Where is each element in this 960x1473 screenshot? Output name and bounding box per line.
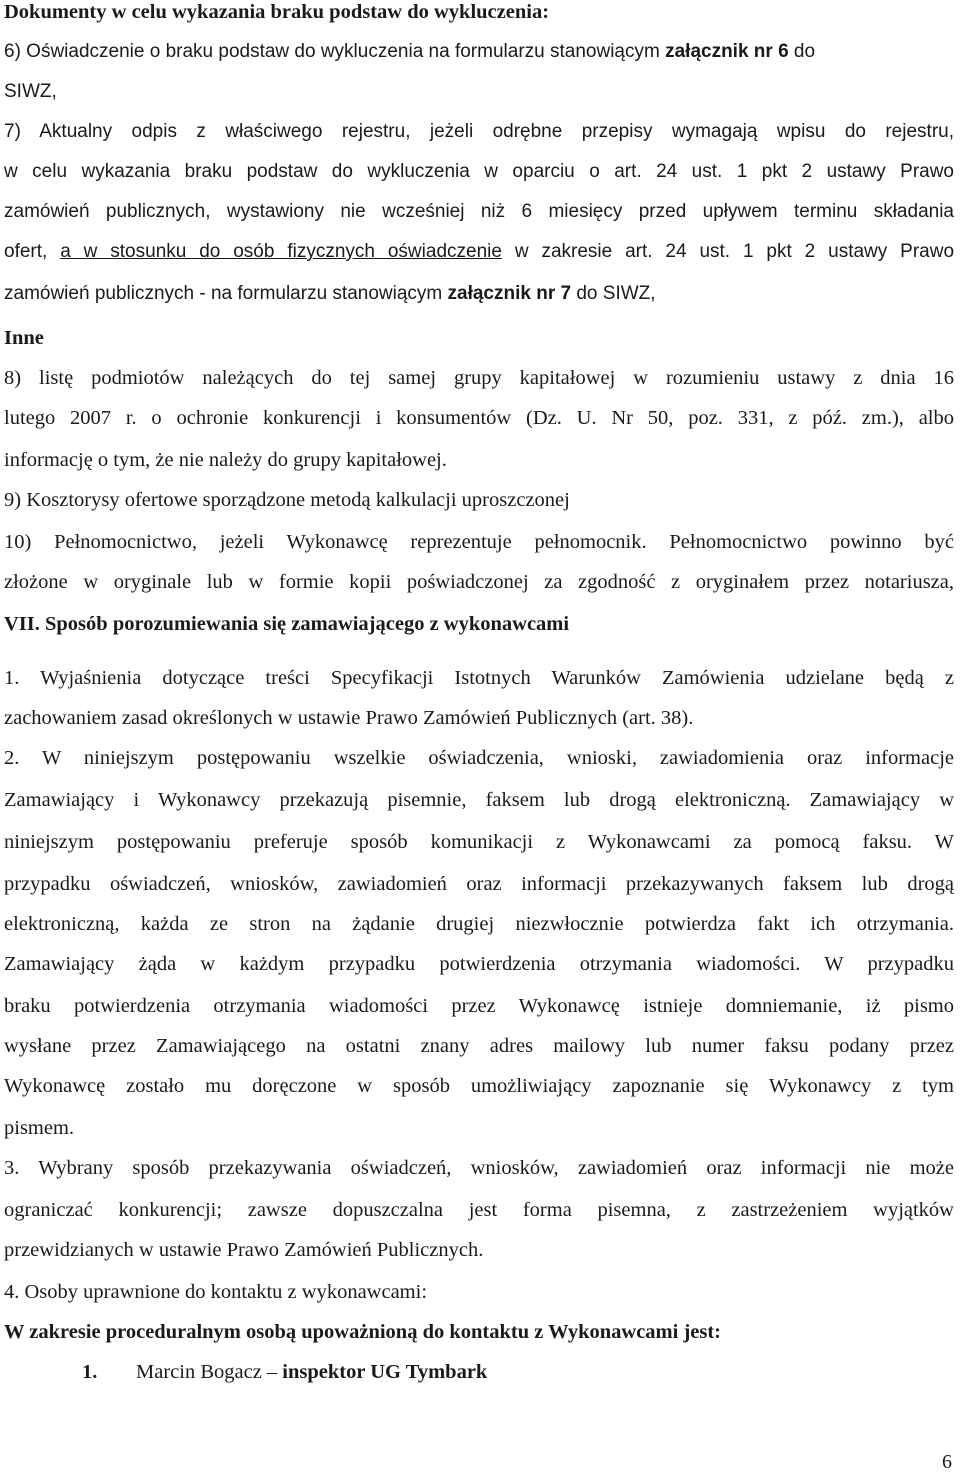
contact-number: 1. — [82, 1361, 98, 1383]
item-7-line-2: w celu wykazania braku podstaw do wykluczenia w oparciu o art. 24 ust. 1 pkt 2 ustawy Prawo — [4, 161, 954, 182]
page-number: 6 — [942, 1451, 952, 1473]
item-8-line-2: lutego 2007 r. o ochronie konkurencji i konsumentów (Dz. U. Nr 50, poz. 331, z póź. zm.), albo — [4, 407, 954, 429]
para-2-line-1: 2. W niniejszym postępowaniu wszelkie oświadczenia, wnioski, zawiadomienia oraz informacje — [4, 747, 954, 769]
para-2-line-7: braku potwierdzenia otrzymania wiadomości przez Wykonawcę istnieje domniemanie, iż pismo — [4, 995, 954, 1017]
para-3-line-3: przewidzianych w ustawie Prawo Zamówień Publicznych. — [4, 1239, 484, 1261]
para-2-line-10: pismem. — [4, 1117, 75, 1139]
item-10-line-1: 10) Pełnomocnictwo, jeżeli Wykonawcę reprezentuje pełnomocnik. Pełnomocnictwo powinno być — [4, 531, 954, 553]
contact-person — [82, 1360, 487, 1384]
heading-inne: Inne — [4, 327, 44, 349]
para-2-line-2: Zamawiający i Wykonawcy przekazują pisemnie, faksem lub drogą elektroniczną. Zamawiający w — [4, 789, 954, 811]
para-1-line-2: zachowaniem zasad określonych w ustawie Prawo Zamówień Publicznych (art. 38). — [4, 707, 694, 729]
item-10-line-2: złożone w oryginale lub w formie kopii poświadczonej za zgodność z oryginałem przez notariusza, — [4, 571, 954, 593]
para-2-line-5: elektroniczną, każda ze stron na żądanie drugiej niezwłocznie potwierdza fakt ich otrzymania. — [4, 913, 954, 935]
para-4: 4. Osoby uprawnione do kontaktu z wykonawcami: — [4, 1281, 428, 1303]
contact-heading: W zakresie proceduralnym osobą upoważnioną do kontaktu z Wykonawcami jest: — [4, 1321, 721, 1343]
heading-documents: Dokumenty w celu wykazania braku podstaw do wykluczenia: — [4, 1, 550, 23]
item-6-line-2: SIWZ, — [4, 81, 57, 102]
contact-name: Marcin Bogacz – — [136, 1361, 283, 1383]
section-vii-heading: VII. Sposób porozumiewania się zamawiającego z wykonawcami — [4, 613, 570, 635]
para-2-line-4: przypadku oświadczeń, wniosków, zawiadomień oraz informacji przekazywanych faksem lub drogą — [4, 873, 954, 895]
item-8-line-3: informację o tym, że nie należy do grupy kapitałowej. — [4, 449, 447, 471]
item-7-line-4: ofert, a w stosunku do osób fizycznych oświadczenie w zakresie art. 24 ust. 1 pkt 2 ustawy Prawo — [4, 241, 955, 262]
item-9: 9) Kosztorysy ofertowe sporządzone metodą kalkulacji uproszczonej — [4, 489, 570, 511]
contact-role: inspektor UG Tymbark — [282, 1361, 488, 1383]
item-7-line-3: zamówień publicznych, wystawiony nie wcześniej niż 6 miesięcy przed upływem terminu składania — [4, 201, 954, 222]
item-7-line-1: 7) Aktualny odpis z właściwego rejestru, jeżeli odrębne przepisy wymagają wpisu do rejestru, — [4, 121, 954, 142]
item-6-line-1: 6) Oświadczenie o braku podstaw do wykluczenia na formularzu stanowiącym załącznik nr 6 do — [4, 41, 816, 62]
para-2-line-8: wysłane przez Zamawiającego na ostatni znany adres mailowy lub numer faksu podany przez — [4, 1035, 954, 1057]
para-3-line-2: ograniczać konkurencji; zawsze dopuszczalna jest forma pisemna, z zastrzeżeniem wyjątków — [4, 1199, 954, 1221]
para-3-line-1: 3. Wybrany sposób przekazywania oświadczeń, wniosków, zawiadomień oraz informacji nie może — [4, 1157, 954, 1179]
para-1-line-1: 1. Wyjaśnienia dotyczące treści Specyfikacji Istotnych Warunków Zamówienia udzielane będą z — [4, 667, 954, 689]
para-2-line-9: Wykonawcę zostało mu doręczone w sposób umożliwiający zapoznanie się Wykonawcy z tym — [4, 1075, 954, 1097]
para-2-line-3: niniejszym postępowaniu preferuje sposób komunikacji z Wykonawcami za pomocą faksu. W — [4, 831, 954, 853]
item-8-line-1: 8) listę podmiotów należących do tej samej grupy kapitałowej w rozumieniu ustawy z dnia 16 — [4, 367, 954, 389]
para-2-line-6: Zamawiający żąda w każdym przypadku potwierdzenia otrzymania wiadomości. W przypadku — [4, 953, 954, 975]
item-7-line-5: zamówień publicznych - na formularzu stanowiącym załącznik nr 7 do SIWZ, — [4, 283, 656, 304]
